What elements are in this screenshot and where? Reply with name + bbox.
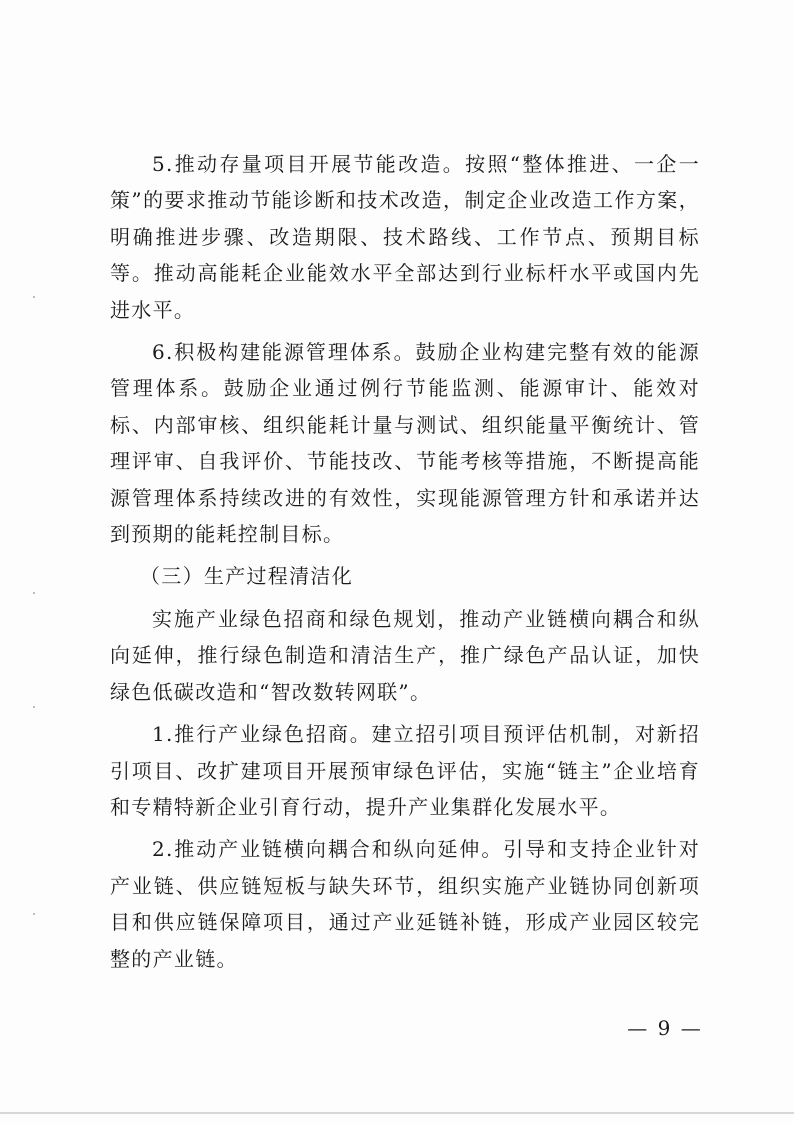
scan-mark — [33, 706, 35, 708]
page-number: — 9 — — [627, 1016, 703, 1040]
scan-mark — [33, 296, 35, 298]
section-heading: （三）生产过程清洁化 — [140, 564, 353, 589]
paragraph-item-2: 2.推动产业链横向耦合和纵向延伸。引导和支持企业针对产业链、供应链短板与缺失环节，组织实施产业链协同创新项目和供应链保障项目，通过产业延链补链，形成产业园区较完整的产业链。 — [110, 837, 700, 971]
scan-mark — [33, 592, 35, 594]
scan-edge-line — [0, 1112, 794, 1114]
paragraph-item-1: 1.推行产业绿色招商。建立招引项目预评估机制，对新招引项目、改扩建项目开展预审绿色评估，实施“链主”企业培育和专精特新企业引育行动，提升产业集群化发展水平。 — [110, 722, 700, 819]
scan-mark — [33, 913, 35, 915]
paragraph-item-6: 6.积极构建能源管理体系。鼓励企业构建完整有效的能源管理体系。鼓励企业通过例行节能监测、能源审计、能效对标、内部审核、组织能耗计量与测试、组织能量平衡统计、管理评审、自我评价、节能技改、节能考核等措施，不断提高能源管理体系持续改进的有效性，实现能源管理方针和承诺并达到预期的能耗控制目标。 — [110, 340, 700, 547]
document-body — [110, 146, 700, 977]
paragraph-item-5: 5.推动存量项目开展节能改造。按照“整体推进、一企一策”的要求推动节能诊断和技术改造，制定企业改造工作方案，明确推进步骤、改造期限、技术路线、工作节点、预期目标等。推动高能耗企业能效水平全部达到行业标杆水平或国内先进水平。 — [110, 152, 700, 322]
section-intro: 实施产业绿色招商和绿色规划，推动产业链横向耦合和纵向延伸，推行绿色制造和清洁生产，推广绿色产品认证，加快绿色低碳改造和“智改数转网联”。 — [110, 606, 700, 704]
